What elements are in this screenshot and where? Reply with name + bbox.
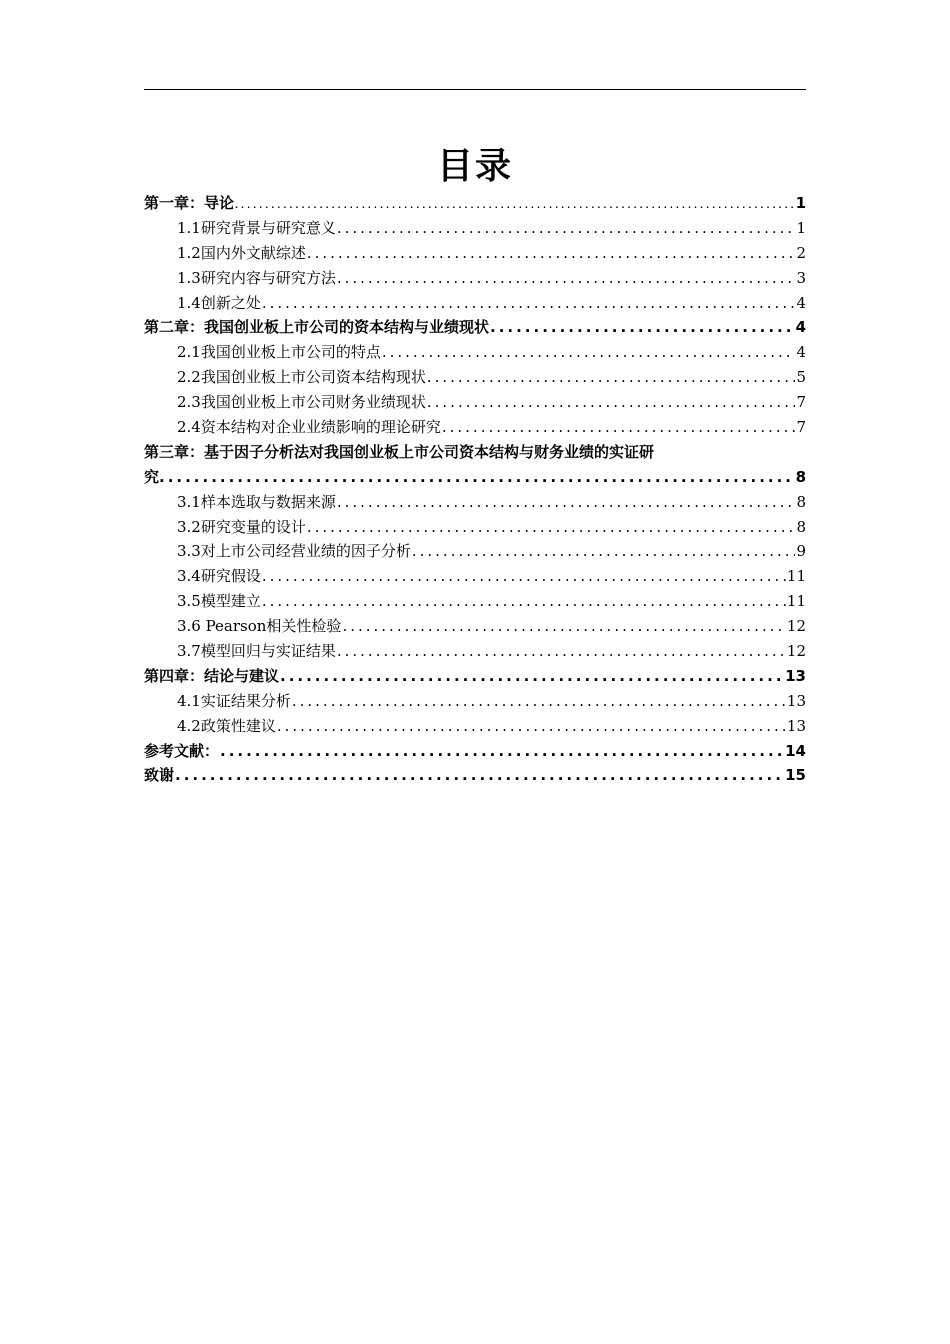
toc-entry[interactable] (144, 440, 806, 465)
toc-entry[interactable] (144, 390, 806, 415)
toc-label: 1.2国内外文献综述 (177, 243, 306, 262)
toc-page: 9 (796, 542, 806, 561)
toc-entry[interactable] (144, 365, 806, 390)
toc-label: 第二章：我国创业板上市公司的资本结构与业绩现状 (144, 318, 490, 337)
toc-label: 2.2我国创业板上市公司资本结构现状 (177, 368, 426, 387)
toc-leader (427, 365, 796, 390)
toc-page: 13 (786, 691, 806, 710)
toc-leader (262, 291, 796, 316)
toc-leader (490, 315, 795, 340)
toc-leader (292, 689, 786, 714)
toc-leader (337, 639, 786, 664)
toc-page: 14 (785, 741, 806, 760)
toc-leader (337, 216, 796, 241)
toc-page: 12 (786, 617, 806, 636)
toc-page: 15 (785, 766, 806, 785)
toc-label: 第四章：结论与建议 (144, 666, 280, 685)
table-of-contents (144, 191, 806, 788)
toc-leader (220, 739, 784, 764)
toc-entry[interactable] (144, 763, 806, 788)
toc-entry[interactable] (144, 216, 806, 241)
toc-label: 3.3对上市公司经营业绩的因子分析 (177, 542, 411, 561)
toc-page: 8 (796, 517, 806, 536)
toc-label: 致谢 (144, 766, 175, 785)
toc-entry[interactable] (144, 564, 806, 589)
toc-leader (337, 490, 796, 515)
toc-leader (337, 266, 796, 291)
toc-entry[interactable] (144, 266, 806, 291)
toc-entry[interactable] (144, 739, 806, 764)
toc-entry[interactable] (144, 589, 806, 614)
toc-entry[interactable] (144, 664, 806, 689)
page-title: 目录 (436, 146, 513, 187)
toc-entry[interactable] (144, 614, 806, 639)
toc-label: 第一章：导论 (144, 194, 235, 212)
toc-leader (159, 465, 795, 490)
toc-entry[interactable] (144, 191, 806, 216)
toc-leader (382, 340, 796, 365)
toc-page: 8 (795, 467, 806, 486)
toc-page: 5 (796, 368, 806, 387)
toc-label: 1.4创新之处 (177, 293, 261, 312)
toc-label: 2.4资本结构对企业业绩影响的理论研究 (177, 418, 441, 437)
toc-page: 2 (796, 243, 806, 262)
toc-entry-continued[interactable] (144, 465, 806, 490)
header-rule (144, 89, 806, 90)
toc-entry[interactable] (144, 291, 806, 316)
toc-label: 3.1样本选取与数据来源 (177, 492, 336, 511)
toc-leader (280, 664, 784, 689)
toc-entry[interactable] (144, 714, 806, 739)
toc-page: 8 (796, 492, 806, 511)
toc-page: 11 (786, 567, 806, 586)
toc-entry[interactable] (144, 340, 806, 365)
toc-page: 12 (786, 642, 806, 661)
toc-page: 7 (796, 418, 806, 437)
toc-leader (307, 515, 796, 540)
toc-label: 1.1研究背景与研究意义 (177, 218, 336, 237)
toc-label: 3.2研究变量的设计 (177, 517, 306, 536)
toc-label: 第三章：基于因子分析法对我国创业板上市公司资本结构与财务业绩的实证研 (144, 442, 655, 461)
toc-leader (307, 241, 796, 266)
toc-entry[interactable] (144, 515, 806, 540)
toc-leader (262, 564, 786, 589)
toc-label: 参考文献： (144, 741, 220, 760)
toc-leader (412, 539, 796, 564)
toc-label: 3.6 Pearson相关性检验 (177, 617, 342, 636)
toc-label: 3.5模型建立 (177, 592, 261, 611)
toc-label: 2.1我国创业板上市公司的特点 (177, 343, 381, 362)
toc-label: 4.1实证结果分析 (177, 691, 291, 710)
toc-leader (427, 390, 796, 415)
toc-page: 3 (796, 268, 806, 287)
toc-page: 1 (795, 194, 806, 212)
toc-leader (175, 763, 784, 788)
toc-page: 11 (786, 592, 806, 611)
toc-entry[interactable] (144, 241, 806, 266)
toc-leader (442, 415, 796, 440)
toc-page: 4 (795, 318, 806, 337)
toc-page: 4 (796, 293, 806, 312)
toc-page: 7 (796, 393, 806, 412)
toc-entry[interactable] (144, 539, 806, 564)
toc-label: 1.3研究内容与研究方法 (177, 268, 336, 287)
toc-entry[interactable] (144, 490, 806, 515)
toc-leader (262, 589, 786, 614)
toc-page: 1 (796, 218, 806, 237)
toc-page: 13 (785, 666, 806, 685)
toc-leader (342, 614, 785, 639)
toc-page: 4 (796, 343, 806, 362)
toc-label: 3.7模型回归与实证结果 (177, 642, 336, 661)
toc-label: 4.2政策性建议 (177, 716, 276, 735)
toc-entry[interactable] (144, 689, 806, 714)
toc-leader (277, 714, 786, 739)
toc-entry[interactable] (144, 415, 806, 440)
toc-label-continued: 究 (144, 467, 160, 486)
toc-page: 13 (786, 716, 806, 735)
toc-entry[interactable] (144, 639, 806, 664)
toc-label: 2.3我国创业板上市公司财务业绩现状 (177, 393, 426, 412)
toc-label: 3.4研究假设 (177, 567, 261, 586)
toc-entry[interactable] (144, 315, 806, 340)
